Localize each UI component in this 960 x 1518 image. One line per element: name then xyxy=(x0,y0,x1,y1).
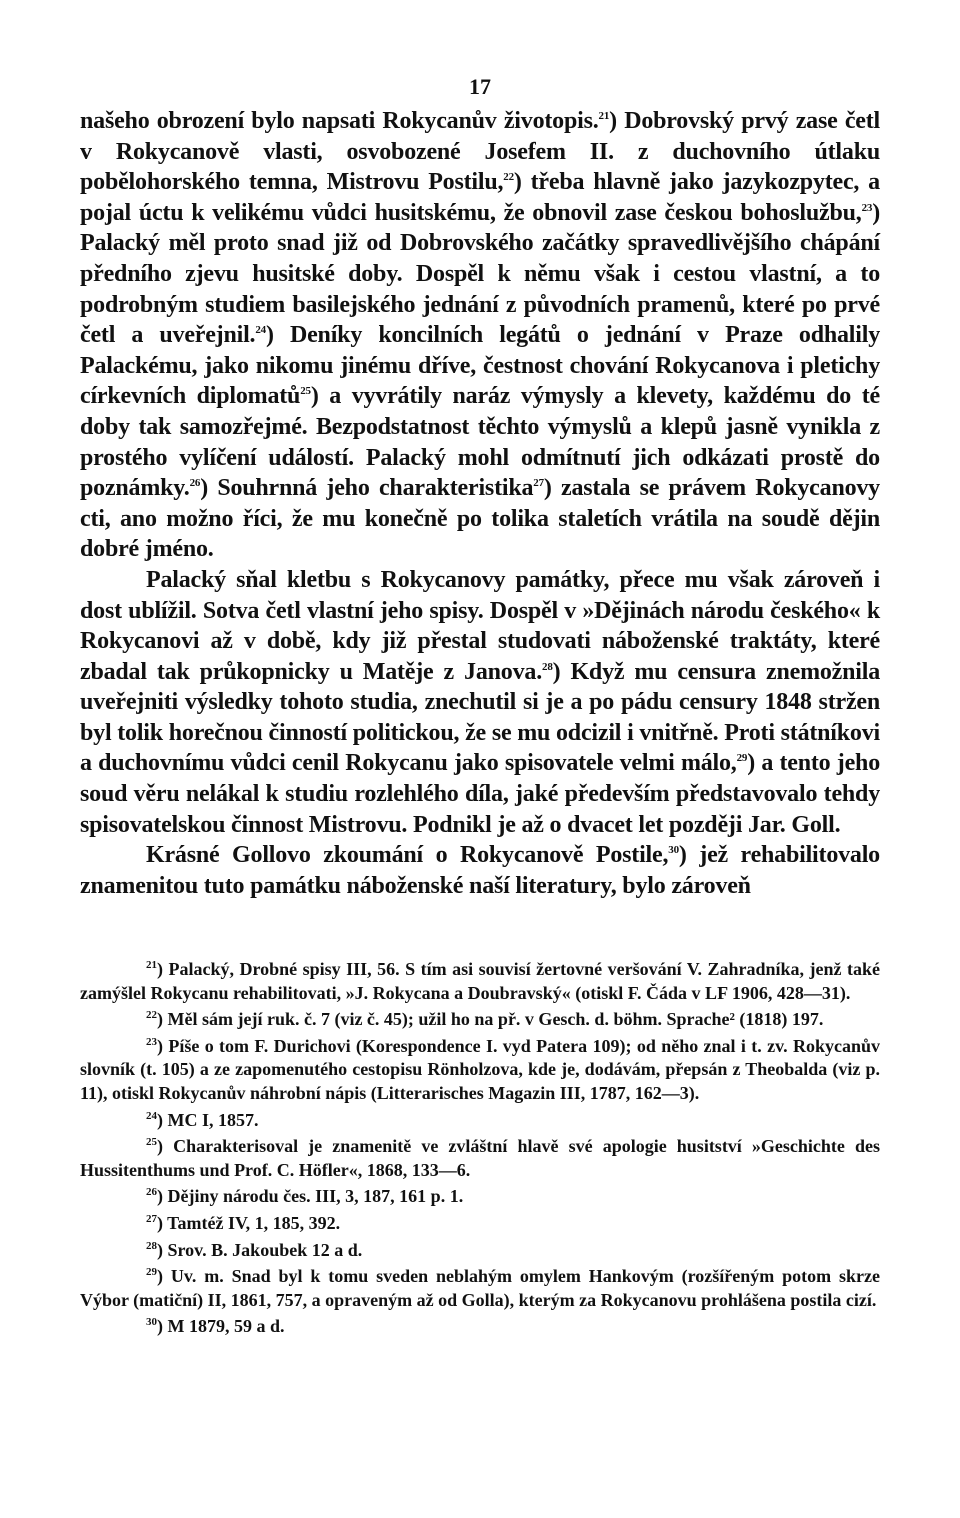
footnote xyxy=(80,1185,880,1209)
footnote-number: 26 xyxy=(146,1186,157,1199)
footnote xyxy=(80,1135,880,1182)
footnote-ref: 30 xyxy=(668,844,679,857)
footnote-ref: 27 xyxy=(533,477,544,490)
footnote-text: ) Uv. m. Snad byl k tomu sveden neblahým omylem Hankovým (rozšířeným potom skrze Výbor (matiční) II, 1861, 757, a opraveným až od Golla), kterým za Rokycanovu prohlášena postila cizí. xyxy=(80,1266,880,1310)
footnote-text: ) Charakterisoval je znamenitě ve zvláštní hlavě své apologie husitství »Geschichte des Hussitenthums und Prof. C. Höfler«, 1868, 133—6. xyxy=(80,1136,880,1180)
footnote-ref: 28 xyxy=(542,660,553,673)
paragraph-2 xyxy=(80,565,880,840)
text-run: ) Souhrnná jeho charakteristika xyxy=(200,475,534,502)
main-text xyxy=(80,106,880,901)
footnote-ref: 21 xyxy=(598,110,610,122)
footnote xyxy=(80,958,880,1005)
footnote-text: ) M 1879, 59 a d. xyxy=(157,1316,285,1337)
footnote-text: ) Srov. B. Jakoubek 12 a d. xyxy=(157,1239,363,1260)
footnote-number: 21 xyxy=(146,959,157,971)
text-run: ) třeba hlavně jako jazykozpytec, a pojal úctu k velikému vůdci husitskému, že obnovil zase českou bohoslužbu, xyxy=(80,169,880,226)
footnote-number: 23 xyxy=(146,1035,157,1048)
footnote-number: 25 xyxy=(146,1136,157,1149)
text-run: Palacký sňal kletbu s Rokycanovy památky, přece mu však zároveň i dost ublížil. Sotva četl vlastní jeho spisy. Dospěl v »Dějinách národu českého« k Rokycanovi až v době, kdy již přestal studovati náboženské traktáty, které zbadal tak průkopnicky u Matěje z Janova. xyxy=(80,566,880,685)
footnote xyxy=(80,1265,880,1312)
footnote-number: 28 xyxy=(146,1239,157,1252)
footnote-ref: 24 xyxy=(255,324,266,337)
footnote-text: ) Měl sám její ruk. č. 7 (viz č. 45); užil ho na př. v Gesch. d. böhm. Sprache² (1818) 197. xyxy=(157,1009,824,1030)
text-run: ) a tento jeho soud věru nelákal k studiu rozlehlého díla, jaké především představovalo tehdy spisovatelskou činnost Mistrovu. Podnikl je až o dvacet let později Jar. Goll. xyxy=(80,750,880,838)
footnote xyxy=(80,1239,880,1263)
footnote-ref: 29 xyxy=(736,752,748,765)
footnote xyxy=(80,1109,880,1133)
footnote-ref: 23 xyxy=(861,201,873,214)
footnote-ref: 26 xyxy=(189,477,201,490)
text-run: ) jež rehabilitovalo znamenitou tuto památku náboženské naší literatury, bylo zároveň xyxy=(80,842,880,899)
text-run: ) zastala se právem Rokycanovy cti, ano možno říci, že mu konečně po tolika staletích vrátila na soudě dějin dobré jméno. xyxy=(80,475,880,563)
footnote-text: ) Píše o tom F. Durichovi (Korespondence I. vyd Patera 109); od něho znal i t. zv. Rokycanův slovník (t. 105) a ze zapomenutého cestopisu Rönholzova, kde je, dodávám, přepsán z Theobalda (viz p. 11), otiskl Rokycanův náhrobní nápis (Litterarisches Magazin III, 1787, 162—3). xyxy=(80,1035,880,1103)
footnote-text: ) Dějiny národu čes. III, 3, 187, 161 p. 1. xyxy=(157,1186,464,1207)
text-run: našeho obrození bylo napsati Rokycanův životopis. xyxy=(80,108,599,134)
footnote-number: 24 xyxy=(146,1109,157,1122)
text-run: ) a vyvrátily naráz výmysly a klevety, každému do té doby tak samozřejmé. Bezpodstatnost těchto výmyslů a klepů jasně vynikla z prostého vylíčení událostí. Palacký mohl odmítnutí jich odkázati prostě do poznámky. xyxy=(80,383,880,502)
text-run: ) Palacký měl proto snad již od Dobrovského začátky spravedlivějšího chápání předního zjevu husitské doby. Dospěl k němu však i cestou vlastní, a to podrobným studiem basilejského jednání z původních pramenů, které po prvé četl a uveřejnil. xyxy=(80,199,880,349)
paragraph-3 xyxy=(80,840,880,901)
footnote-number: 27 xyxy=(146,1212,157,1225)
footnote-number: 30 xyxy=(146,1316,157,1329)
footnotes xyxy=(80,958,880,1342)
footnote xyxy=(80,1212,880,1236)
footnote-ref: 25 xyxy=(300,385,311,398)
footnote xyxy=(80,1008,880,1032)
text-run: Krásné Gollovo zkoumání o Rokycanově Postile, xyxy=(146,842,669,869)
footnote xyxy=(80,1315,880,1339)
footnote-text: ) Tamtéž IV, 1, 185, 392. xyxy=(157,1212,341,1233)
text-run: ) Když mu censura znemožnila uveřejniti výsledky tohoto studia, znechutil si je a po pádu censury 1848 stržen byl tolik horečnou činností politickou, že se mu odcizil i vnitřně. Proti státníkovi a duchovnímu vůdci cenil Rokycanu jako spisovatele velmi málo, xyxy=(80,658,880,777)
footnote-text: ) Palacký, Drobné spisy III, 56. S tím asi souvisí žertovné veršování V. Zahradníka, jenž také zamýšlel Rokycanu rehabilitovati, »J. Rokycana a Doubravský« (otiskl F. Čáda v LF 1906, 428—31). xyxy=(80,959,880,1003)
paragraph-1 xyxy=(80,106,880,565)
footnote-number: 22 xyxy=(146,1009,157,1022)
footnote-ref: 22 xyxy=(503,171,514,184)
footnote-number: 29 xyxy=(146,1266,157,1279)
footnote-text: ) MC I, 1857. xyxy=(157,1109,259,1130)
text-run: ) Dobrovský prvý zase četl v Rokycanově vlasti, osvobozené Josefem II. z duchovního útlaku pobělohorského temna, Mistrovu Postilu, xyxy=(80,108,880,196)
text-run: ) Deníky koncilních legátů o jednání v Praze odhalily Palackému, jako nikomu jinému dříve, čestnost chování Rokycanova i pletichy církevních diplomatů xyxy=(80,322,880,410)
footnote xyxy=(80,1035,880,1106)
page-number: 17 xyxy=(469,74,491,99)
